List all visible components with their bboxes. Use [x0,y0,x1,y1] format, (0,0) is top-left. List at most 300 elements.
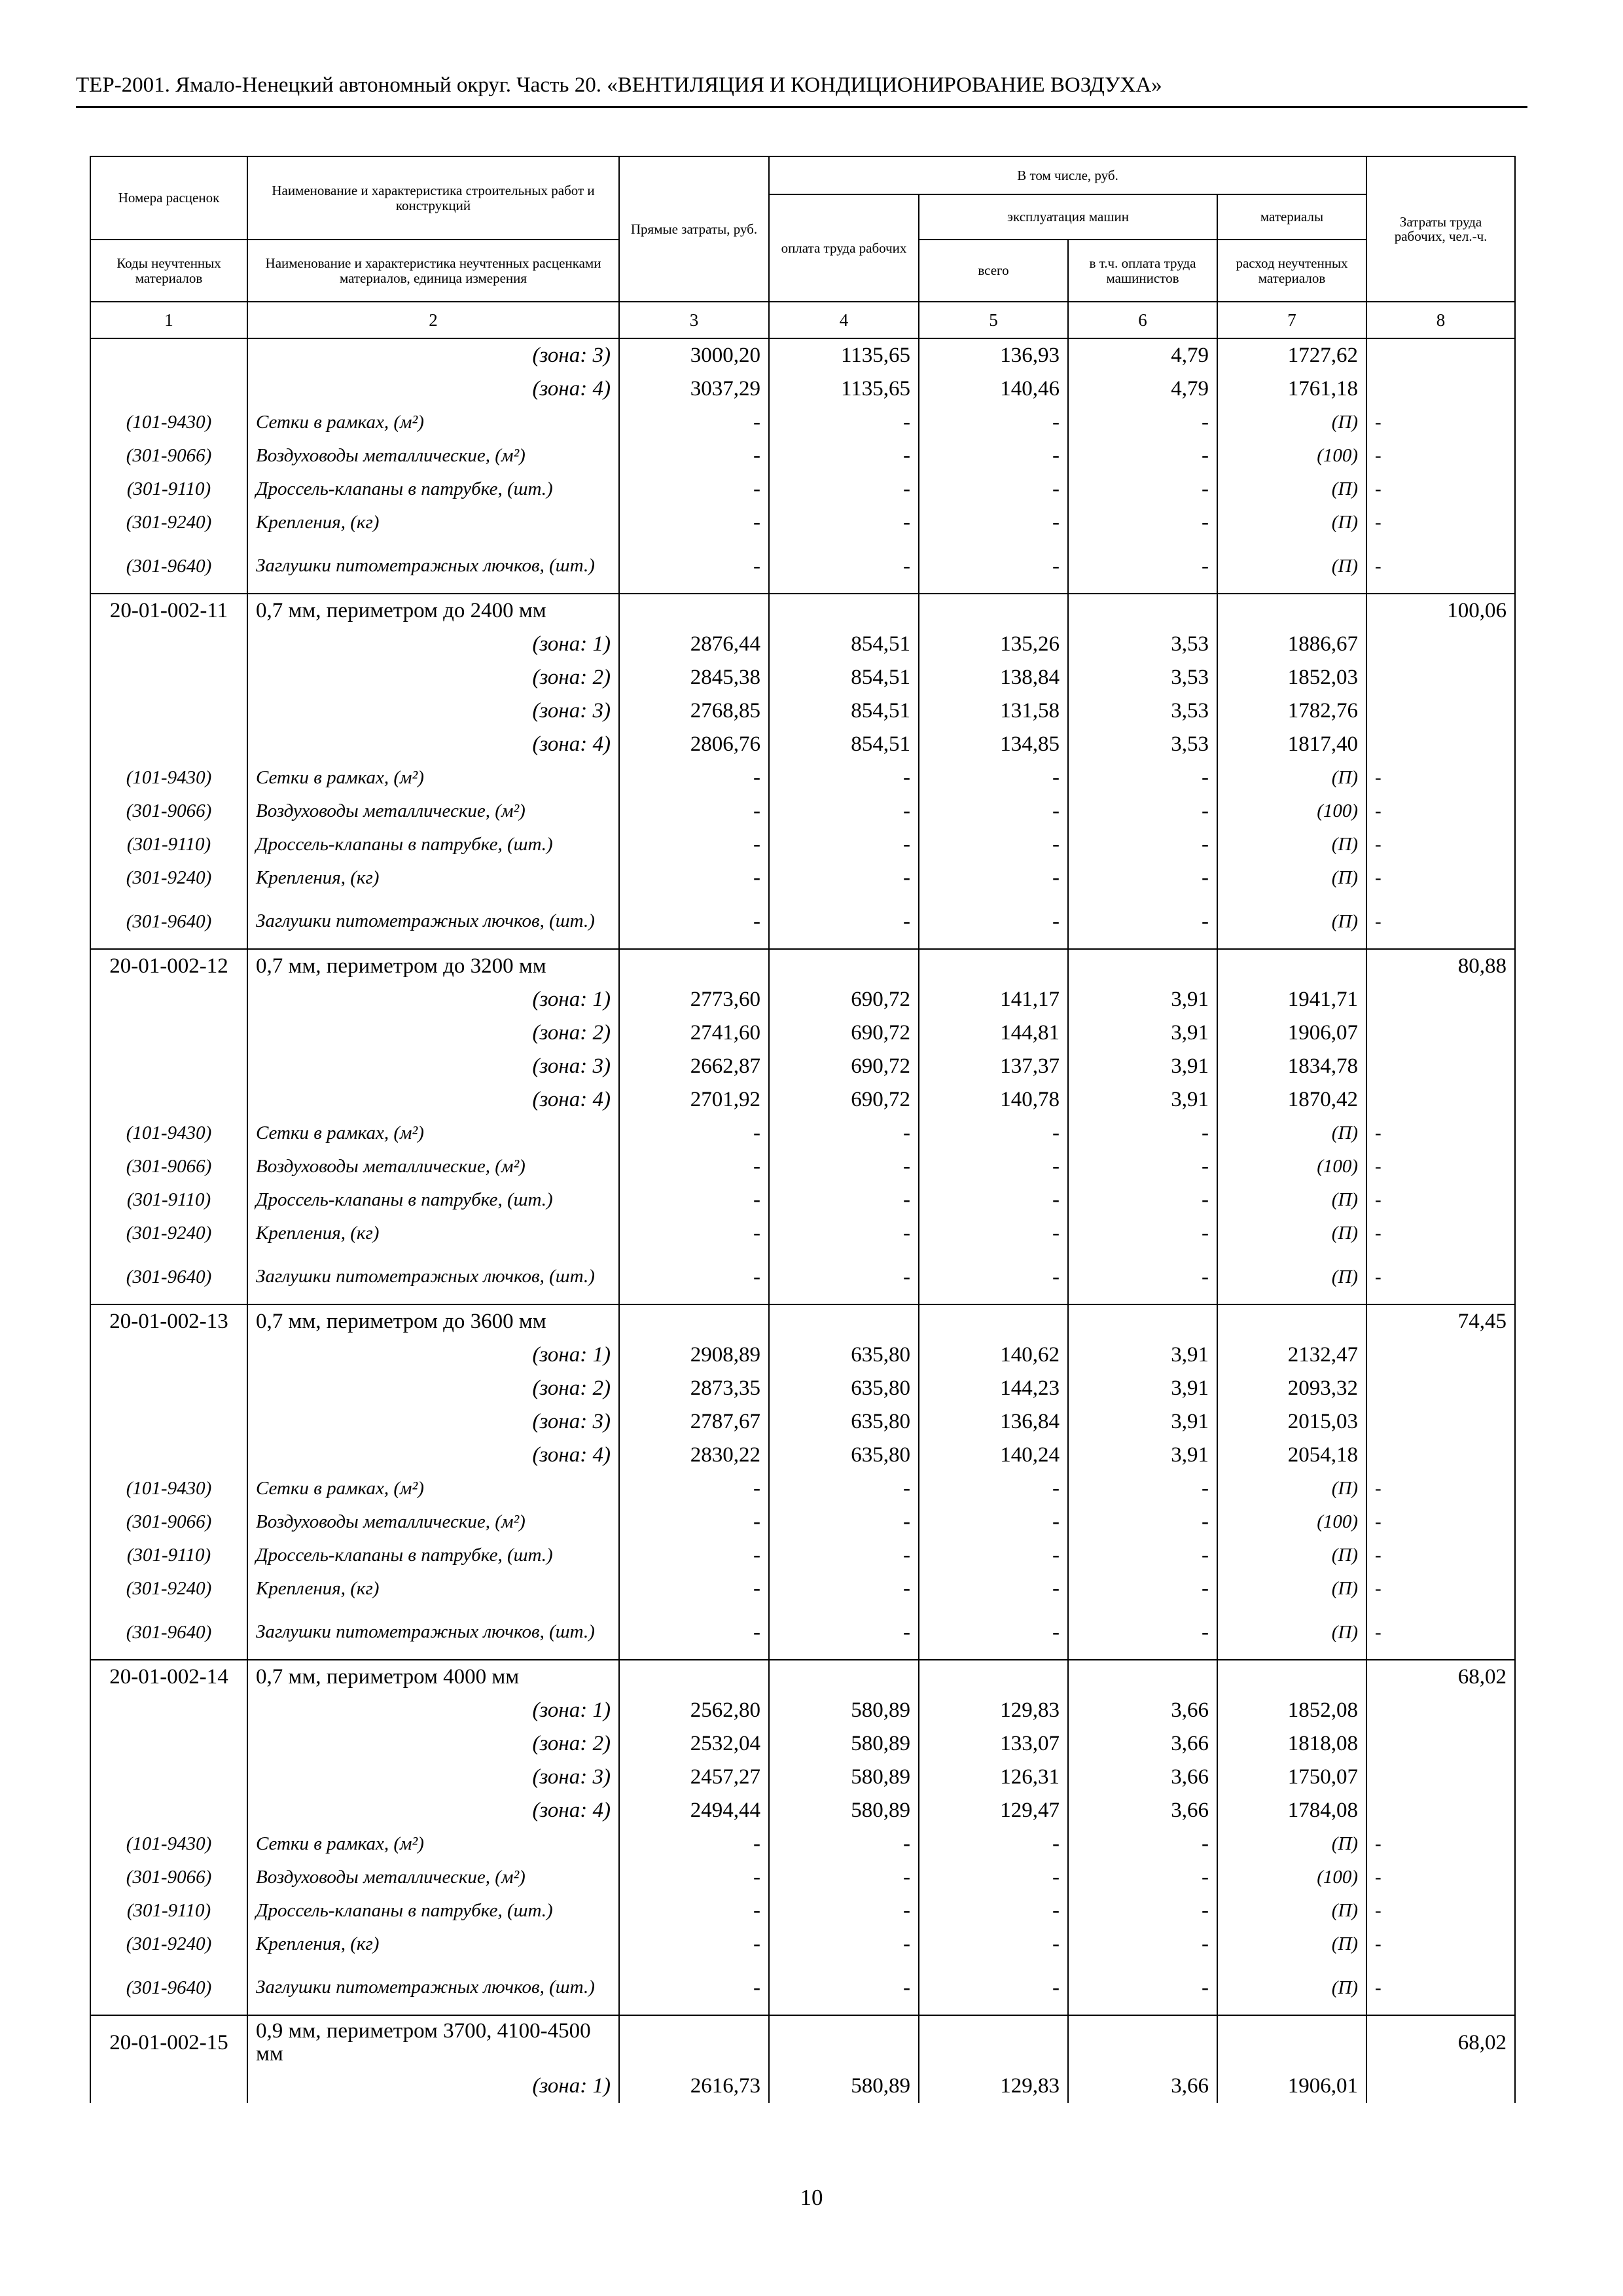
value-cell: 3,66 [1068,1761,1217,1794]
material-name-text: Дроссель-клапаны в патрубке, (шт.) [256,478,553,499]
dash-cell: - [769,1572,919,1605]
material-row [90,1217,1515,1250]
zone-row [90,338,1515,372]
dash-cell: - [919,1605,1068,1660]
zone-row [90,1761,1515,1794]
zone-label: (зона: 4) [247,372,619,406]
zone-label: (зона: 1) [247,1694,619,1727]
dash-cell: - [769,1472,919,1505]
material-name-text: Воздуховоды металлические, (м²) [256,445,526,466]
empty-cell [1366,1694,1515,1727]
value-cell: 580,89 [769,1727,919,1761]
value-cell: 690,72 [769,1050,919,1083]
dash-cell: - [1068,1117,1217,1150]
empty-cell [90,2070,247,2103]
value-cell: 854,51 [769,728,919,761]
value-cell: 140,78 [919,1083,1068,1117]
material-row [90,1961,1515,2015]
material-consumption: (П) [1217,1894,1366,1928]
dash-cell: - [619,1505,769,1539]
value-cell: 2662,87 [619,1050,769,1083]
rate-description-text: 0,9 мм, периметром 3700, 4100-4500 мм [256,2019,591,2066]
empty-cell [1366,728,1515,761]
empty-cell [1366,2070,1515,2103]
material-name [247,1539,619,1572]
value-cell: 4,79 [1068,372,1217,406]
empty-cell [1217,1660,1366,1694]
empty-cell [90,1050,247,1083]
dash-cell: - [619,1861,769,1894]
value-cell: 1870,42 [1217,1083,1366,1117]
material-name-text: Заглушки питометражных лючков, (шт.) [256,1621,595,1643]
material-name [247,1183,619,1217]
dash-cell: - [919,1572,1068,1605]
material-name-text: Воздуховоды металлические, (м²) [256,1511,526,1532]
rate-row [90,594,1515,628]
material-row [90,795,1515,828]
labor-costs-value: 68,02 [1366,2015,1515,2070]
empty-cell [1068,594,1217,628]
material-consumption: (100) [1217,795,1366,828]
dash-cell: - [619,1250,769,1304]
dash-cell: - [769,473,919,506]
material-name [247,761,619,795]
value-cell: 580,89 [769,1761,919,1794]
dash-cell: - [919,1505,1068,1539]
empty-cell [919,1304,1068,1338]
dash-cell: - [919,1539,1068,1572]
material-consumption: (П) [1217,1605,1366,1660]
value-cell: 129,47 [919,1794,1068,1827]
empty-cell [619,2015,769,2070]
material-consumption: (П) [1217,1572,1366,1605]
dash-cell: - [919,1928,1068,1961]
material-consumption: (П) [1217,861,1366,895]
dash-cell: - [619,1961,769,2015]
header-work-name: Наименование и характеристика строительных работ и конструкций [247,156,619,240]
material-name [247,1928,619,1961]
header-labor-pay: оплата труда рабочих [769,194,919,302]
empty-cell [769,594,919,628]
dash-cell: - [619,406,769,439]
dash-cell: - [919,439,1068,473]
material-consumption: (П) [1217,1217,1366,1250]
column-number: 3 [619,302,769,338]
zone-label: (зона: 1) [247,1338,619,1372]
value-cell: 1886,67 [1217,628,1366,661]
empty-cell [1068,2015,1217,2070]
column-number: 1 [90,302,247,338]
dash-cell: - [1366,795,1515,828]
zone-label: (зона: 4) [247,1439,619,1472]
header-unaccounted-materials: расход неучтенных материалов [1217,240,1366,302]
dash-cell: - [1068,1572,1217,1605]
material-name-text: Дроссель-клапаны в патрубке, (шт.) [256,1900,553,1921]
value-cell: 580,89 [769,1694,919,1727]
header-rule [76,106,1527,108]
header-machine-total: всего [919,240,1068,302]
dash-cell: - [619,861,769,895]
rate-description [247,949,619,983]
value-cell: 2093,32 [1217,1372,1366,1405]
material-row [90,861,1515,895]
dash-cell: - [769,1928,919,1961]
material-name-text: Крепления, (кг) [256,867,380,888]
empty-cell [1366,628,1515,661]
material-consumption: (П) [1217,1472,1366,1505]
material-row [90,1928,1515,1961]
dash-cell: - [1366,1961,1515,2015]
zone-row [90,1050,1515,1083]
value-cell: 2532,04 [619,1727,769,1761]
material-name-text: Крепления, (кг) [256,1578,380,1599]
material-name-text: Крепления, (кг) [256,1223,380,1244]
value-cell: 3,91 [1068,1083,1217,1117]
value-cell: 2741,60 [619,1016,769,1050]
material-consumption: (П) [1217,1961,1366,2015]
dash-cell: - [1068,506,1217,539]
material-code: (301-9110) [90,1183,247,1217]
rate-code: 20-01-002-12 [90,949,247,983]
empty-cell [1366,372,1515,406]
empty-cell [1366,661,1515,694]
value-cell: 1135,65 [769,338,919,372]
value-cell: 690,72 [769,983,919,1016]
empty-cell [919,594,1068,628]
material-row [90,1572,1515,1605]
value-cell: 126,31 [919,1761,1068,1794]
dash-cell: - [1068,1539,1217,1572]
rate-code: 20-01-002-11 [90,594,247,628]
rate-description [247,1660,619,1694]
value-cell: 138,84 [919,661,1068,694]
material-consumption: (П) [1217,1117,1366,1150]
value-cell: 1834,78 [1217,1050,1366,1083]
material-code: (301-9066) [90,1150,247,1183]
rate-description [247,594,619,628]
material-name [247,895,619,949]
dash-cell: - [1068,1928,1217,1961]
material-name-text: Дроссель-клапаны в патрубке, (шт.) [256,1545,553,1566]
value-cell: 3,66 [1068,1794,1217,1827]
material-code: (301-9240) [90,1928,247,1961]
column-number: 8 [1366,302,1515,338]
material-name [247,1961,619,2015]
material-code: (301-9640) [90,1605,247,1660]
dash-cell: - [769,1861,919,1894]
dash-cell: - [1068,1250,1217,1304]
dash-cell: - [1366,473,1515,506]
dash-cell: - [919,1472,1068,1505]
value-cell: 3037,29 [619,372,769,406]
empty-cell [90,694,247,728]
empty-cell [1366,1761,1515,1794]
header-material-name: Наименование и характеристика неучтенных расценками материалов, единица измерения [247,240,619,302]
empty-cell [1068,949,1217,983]
dash-cell: - [919,1894,1068,1928]
material-row [90,506,1515,539]
dash-cell: - [919,473,1068,506]
dash-cell: - [619,795,769,828]
material-row [90,895,1515,949]
empty-cell [90,1694,247,1727]
material-consumption: (П) [1217,506,1366,539]
empty-cell [1068,1660,1217,1694]
material-name-text: Заглушки питометражных лючков, (шт.) [256,1266,595,1287]
material-name [247,1861,619,1894]
zone-row [90,694,1515,728]
value-cell: 140,62 [919,1338,1068,1372]
dash-cell: - [619,506,769,539]
dash-cell: - [919,1827,1068,1861]
material-code: (301-9110) [90,473,247,506]
value-cell: 2015,03 [1217,1405,1366,1439]
material-name [247,539,619,594]
value-cell: 141,17 [919,983,1068,1016]
dash-cell: - [619,1117,769,1150]
dash-cell: - [769,1894,919,1928]
value-cell: 2845,38 [619,661,769,694]
rate-description [247,1304,619,1338]
empty-cell [769,949,919,983]
rate-description [247,2015,619,2070]
value-cell: 2787,67 [619,1405,769,1439]
page-number: 10 [800,2185,823,2210]
dash-cell: - [619,761,769,795]
zone-row [90,2070,1515,2103]
material-name-text: Заглушки питометражных лючков, (шт.) [256,1977,595,1998]
dash-cell: - [1366,506,1515,539]
material-code: (301-9640) [90,1961,247,2015]
dash-cell: - [1366,1505,1515,1539]
rate-description-text: 0,7 мм, периметром до 3600 мм [256,1310,546,1334]
value-cell: 3,66 [1068,2070,1217,2103]
dash-cell: - [1068,473,1217,506]
value-cell: 133,07 [919,1727,1068,1761]
material-consumption: (П) [1217,1183,1366,1217]
dash-cell: - [1068,1605,1217,1660]
material-name [247,1472,619,1505]
zone-label: (зона: 3) [247,338,619,372]
dash-cell: - [619,473,769,506]
empty-cell [90,1405,247,1439]
dash-cell: - [769,406,919,439]
dash-cell: - [1366,1861,1515,1894]
value-cell: 3,91 [1068,983,1217,1016]
value-cell: 2830,22 [619,1439,769,1472]
material-consumption: (П) [1217,1928,1366,1961]
zone-label: (зона: 1) [247,2070,619,2103]
dash-cell: - [1068,1472,1217,1505]
material-name [247,1117,619,1150]
value-cell: 1852,08 [1217,1694,1366,1727]
value-cell: 1782,76 [1217,694,1366,728]
material-consumption: (П) [1217,828,1366,861]
material-name [247,1217,619,1250]
value-cell: 1941,71 [1217,983,1366,1016]
rate-code: 20-01-002-14 [90,1660,247,1694]
empty-cell [90,338,247,372]
value-cell: 1135,65 [769,372,919,406]
dash-cell: - [919,406,1068,439]
material-row [90,1117,1515,1150]
header-machinist-pay: в т.ч. оплата труда машинистов [1068,240,1217,302]
dash-cell: - [1366,1183,1515,1217]
zone-row [90,1338,1515,1372]
dash-cell: - [769,1117,919,1150]
material-code: (301-9240) [90,506,247,539]
value-cell: 136,84 [919,1405,1068,1439]
column-number: 6 [1068,302,1217,338]
empty-cell [90,728,247,761]
value-cell: 2773,60 [619,983,769,1016]
zone-label: (зона: 3) [247,1761,619,1794]
material-consumption: (100) [1217,1861,1366,1894]
dash-cell: - [1366,1894,1515,1928]
dash-cell: - [769,761,919,795]
material-consumption: (П) [1217,406,1366,439]
material-name-text: Сетки в рамках, (м²) [256,412,424,433]
dash-cell: - [1068,1217,1217,1250]
column-number: 5 [919,302,1068,338]
dash-cell: - [769,861,919,895]
material-consumption: (П) [1217,1539,1366,1572]
value-cell: 1727,62 [1217,338,1366,372]
empty-cell [90,1794,247,1827]
value-cell: 129,83 [919,2070,1068,2103]
zone-row [90,661,1515,694]
value-cell: 854,51 [769,661,919,694]
material-consumption: (П) [1217,1250,1366,1304]
dash-cell: - [769,506,919,539]
dash-cell: - [619,1150,769,1183]
material-row [90,1861,1515,1894]
material-name [247,1250,619,1304]
material-name [247,1605,619,1660]
dash-cell: - [919,1117,1068,1150]
material-name [247,828,619,861]
dash-cell: - [619,1217,769,1250]
zone-label: (зона: 3) [247,694,619,728]
value-cell: 1906,01 [1217,2070,1366,2103]
value-cell: 2457,27 [619,1761,769,1794]
material-row [90,1894,1515,1928]
value-cell: 2908,89 [619,1338,769,1372]
material-name-text: Воздуховоды металлические, (м²) [256,1867,526,1888]
material-consumption: (П) [1217,761,1366,795]
table-body [90,338,1515,2103]
value-cell: 690,72 [769,1016,919,1050]
material-code: (301-9066) [90,1505,247,1539]
material-code: (301-9240) [90,861,247,895]
dash-cell: - [769,895,919,949]
material-row [90,1183,1515,1217]
column-number: 2 [247,302,619,338]
material-consumption: (100) [1217,439,1366,473]
material-code: (101-9430) [90,406,247,439]
zone-row [90,1727,1515,1761]
material-consumption: (П) [1217,539,1366,594]
material-name-text: Заглушки питометражных лючков, (шт.) [256,555,595,577]
dash-cell: - [769,828,919,861]
dash-cell: - [1366,1217,1515,1250]
material-consumption: (П) [1217,473,1366,506]
dash-cell: - [1366,1928,1515,1961]
empty-cell [1217,1304,1366,1338]
dash-cell: - [919,861,1068,895]
material-name [247,439,619,473]
empty-cell [1366,338,1515,372]
material-code: (301-9066) [90,795,247,828]
dash-cell: - [1068,406,1217,439]
material-row [90,1827,1515,1861]
empty-cell [1366,1050,1515,1083]
zone-label: (зона: 1) [247,983,619,1016]
empty-cell [769,1304,919,1338]
zone-label: (зона: 2) [247,1372,619,1405]
dash-cell: - [919,1217,1068,1250]
material-row [90,1250,1515,1304]
zone-label: (зона: 4) [247,1083,619,1117]
empty-cell [619,1660,769,1694]
empty-cell [90,628,247,661]
dash-cell: - [769,539,919,594]
dash-cell: - [619,1472,769,1505]
rates-table [90,156,1516,2103]
value-cell: 131,58 [919,694,1068,728]
dash-cell: - [919,828,1068,861]
empty-cell [1366,1405,1515,1439]
material-name-text: Заглушки питометражных лючков, (шт.) [256,910,595,932]
rate-row [90,1660,1515,1694]
empty-cell [619,594,769,628]
dash-cell: - [619,1572,769,1605]
zone-row [90,1083,1515,1117]
material-row [90,761,1515,795]
dash-cell: - [769,1827,919,1861]
material-name-text: Воздуховоды металлические, (м²) [256,1156,526,1177]
dash-cell: - [919,895,1068,949]
dash-cell: - [1366,1117,1515,1150]
value-cell: 2873,35 [619,1372,769,1405]
dash-cell: - [769,1605,919,1660]
value-cell: 1852,03 [1217,661,1366,694]
dash-cell: - [1366,895,1515,949]
material-code: (301-9110) [90,1539,247,1572]
empty-cell [90,983,247,1016]
material-consumption: (100) [1217,1150,1366,1183]
empty-cell [1366,1727,1515,1761]
material-code: (301-9640) [90,1250,247,1304]
zone-label: (зона: 1) [247,628,619,661]
dash-cell: - [1068,1827,1217,1861]
value-cell: 2876,44 [619,628,769,661]
empty-cell [1366,1083,1515,1117]
dash-cell: - [1068,539,1217,594]
dash-cell: - [919,1250,1068,1304]
value-cell: 635,80 [769,1372,919,1405]
dash-cell: - [1366,1572,1515,1605]
header-including: В том числе, руб. [769,156,1366,194]
rate-code: 20-01-002-15 [90,2015,247,2070]
value-cell: 3,91 [1068,1372,1217,1405]
material-code: (301-9110) [90,1894,247,1928]
dash-cell: - [1068,761,1217,795]
dash-cell: - [769,1539,919,1572]
empty-cell [90,1372,247,1405]
rate-description-text: 0,7 мм, периметром до 2400 мм [256,599,546,623]
value-cell: 635,80 [769,1338,919,1372]
